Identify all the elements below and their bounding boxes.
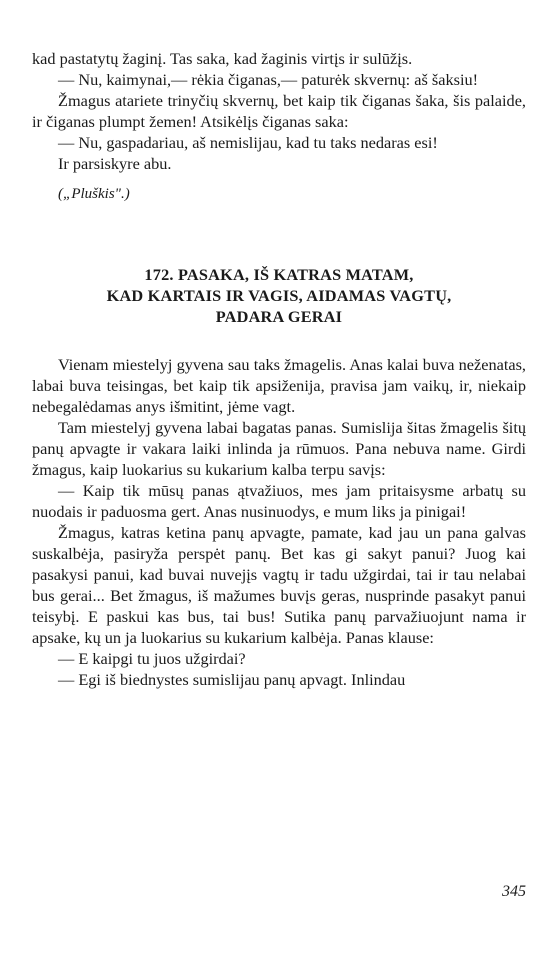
story-title bbox=[32, 264, 526, 327]
paragraph: Tam miestelyj gyvena labai bagatas panas. Sumislija šitas žmagelis šitų panų apvagte ir vakara laiki inlinda ja rūmuos. Pana nebuva name. Girdi žmagus, kaip luokarius su kukarium kalba terpu savįs: bbox=[32, 418, 526, 479]
paragraph-dialogue: — Egi iš biednystes sumislijau panų apvagt. Inlindau bbox=[58, 670, 406, 689]
paragraph: Žmagus, katras ketina panų apvagte, pamate, kad jau un pana galvas suskalbėja, pasiryža perspėt panų. Bet kas gi sakyt panui? Juog kai pasakysi panui, kad buvai nuvejįs vagtų ir tadu užgirdai, tai ir tau nelabai bus gerai... Bet žmagus, iš mažumes buvįs geras, nusprinde pasakyt panui teisybį. E paskui kas bus, tai bus! Sutika panų parvažiuojunt nama ir apsake, kų un ja luokarius su kukarium kalbėja. Panas klause: bbox=[32, 523, 526, 647]
story-title-line: 172. PASAKA, IŠ KATRAS MATAM, bbox=[144, 265, 414, 284]
paragraph: Žmagus atariete trinyčių skvernų, bet kaip tik čiganas šaka, šis palaide, ir čiganas plumpt žemen! Atsikėlįs čiganas saka: bbox=[32, 91, 526, 131]
page-number: 345 bbox=[502, 883, 526, 900]
top-text-block bbox=[32, 48, 526, 205]
paragraph-dialogue: — E kaipgi tu juos užgirdai? bbox=[58, 649, 246, 668]
story-title-line: KAD KARTAIS IR VAGIS, AIDAMAS VAGTŲ, bbox=[106, 286, 452, 305]
source-note: („Pluškis".) bbox=[58, 186, 130, 202]
page-content bbox=[32, 48, 526, 690]
paragraph: Vienam miestelyj gyvena sau taks žmagelis. Anas kalai buva neženatas, labai buva teisingas, bet kaip tik apsiženija, pravisa jam vaikų, ir, niekaip nebegalėdamas anys išmitint, jėme vagt. bbox=[32, 355, 526, 416]
paragraph-dialogue: — Nu, kaimynai,— rėkia čiganas,— paturėk skvernų: aš šaksiu! bbox=[58, 70, 479, 89]
story-text-block bbox=[32, 354, 526, 690]
paragraph-dialogue: — Kaip tik mūsų panas ątvažiuos, mes jam pritaisysme arbatų su nuodais ir paduosma gert. Anas nusinuodys, e mum liks ja pinigai! bbox=[32, 481, 526, 521]
paragraph-continuation: kad pastatytų žaginį. Tas saka, kad žaginis virtįs ir sulūžįs. bbox=[32, 49, 413, 68]
story-title-line: PADARA GERAI bbox=[215, 307, 343, 326]
paragraph-dialogue: — Nu, gaspadariau, aš nemislijau, kad tu taks nedaras esi! bbox=[58, 133, 438, 152]
paragraph: Ir parsiskyre abu. bbox=[58, 154, 172, 173]
